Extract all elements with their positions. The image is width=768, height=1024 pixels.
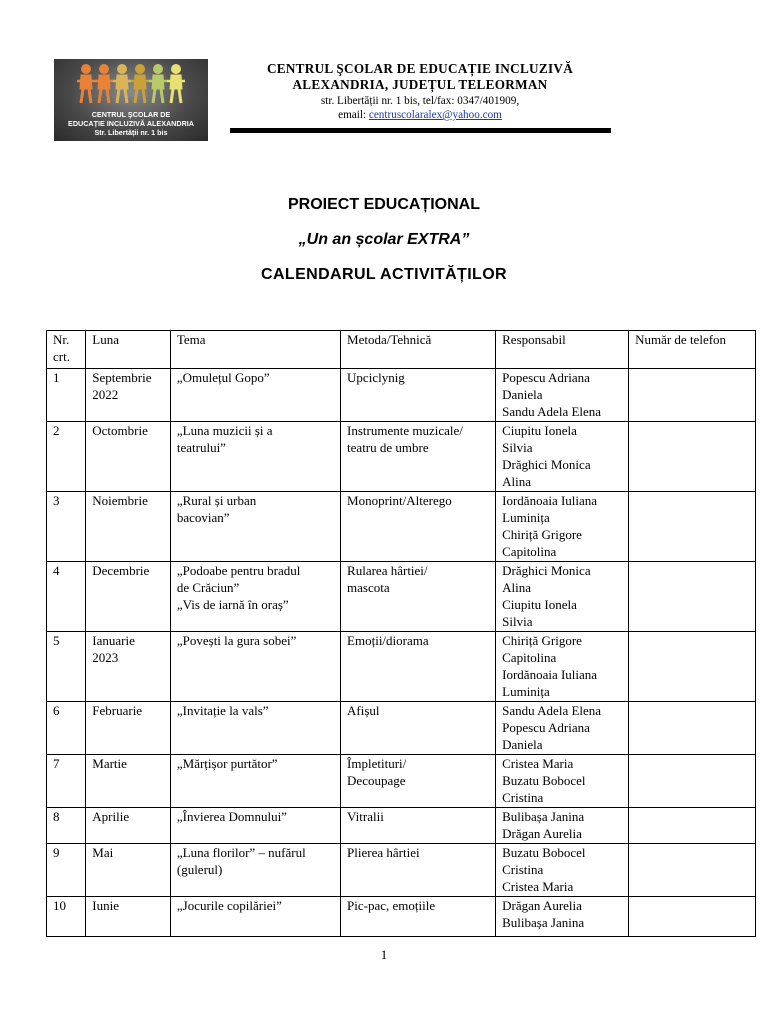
- cell-line: Alina: [502, 580, 532, 595]
- cell-line: Aprilie: [92, 809, 130, 824]
- cell-line: Noiembrie: [92, 493, 148, 508]
- cell-line: Buzatu Bobocel: [502, 845, 586, 860]
- cell-line: Sandu Adela Elena: [502, 703, 602, 718]
- cell-tema: [170, 562, 340, 632]
- cell-line: Iordănoaia Iuliana: [502, 667, 598, 682]
- table-row: [47, 562, 756, 632]
- cell-line: Cristina: [502, 790, 544, 805]
- cell-line: Drăghici Monica: [502, 457, 591, 472]
- table-row: [47, 808, 756, 844]
- cell-responsabil: [496, 844, 629, 897]
- cell-responsabil: [496, 632, 629, 702]
- school-logo: [54, 59, 208, 141]
- calendar-title: CALENDARUL ACTIVITĂȚILOR: [260, 266, 508, 283]
- cell-luna: [86, 755, 171, 808]
- project-title: PROIECT EDUCAȚIONAL: [288, 196, 480, 213]
- cell-line: Mai: [92, 845, 114, 860]
- cell-line: Buzatu Bobocel: [502, 773, 586, 788]
- cell-line: „Luna florilor” – nufărul: [176, 845, 306, 860]
- cell-nr: 1: [47, 369, 86, 422]
- cell-line: Vitralii: [347, 809, 384, 824]
- cell-telefon: [629, 422, 756, 492]
- children-chain-icon: [54, 59, 208, 111]
- institution-address: str. Libertății nr. 1 bis, tel/fax: 0347/401909,: [320, 95, 520, 107]
- institution-email-line: [230, 108, 610, 122]
- cell-line: 2022: [92, 387, 119, 402]
- cell-luna: [86, 844, 171, 897]
- cell-line: Daniela: [502, 737, 543, 752]
- cell-telefon: [629, 844, 756, 897]
- cell-line: bacovian”: [176, 510, 230, 525]
- cell-line: Drăgan Aurelia: [502, 898, 582, 913]
- header-rule: [230, 128, 611, 133]
- cell-line: Septembrie: [92, 370, 152, 385]
- cell-line: (gulerul): [176, 862, 223, 877]
- cell-line: Ciupitu Ionela: [502, 423, 577, 438]
- cell-line: Sandu Adela Elena: [502, 404, 602, 419]
- cell-nr: 4: [47, 562, 86, 632]
- table-row: [47, 755, 756, 808]
- header-telefon: Număr de telefon: [629, 331, 756, 369]
- cell-line: „Invitație la vals”: [176, 703, 269, 718]
- cell-nr: 3: [47, 492, 86, 562]
- cell-line: Instrumente muzicale/: [347, 423, 463, 438]
- cell-metoda: [341, 422, 496, 492]
- cell-telefon: [629, 897, 756, 937]
- cell-line: Martie: [92, 756, 127, 771]
- header-nr-line2: crt.: [53, 349, 70, 364]
- activities-table: [46, 330, 756, 937]
- table-row: [47, 897, 756, 937]
- table-row: [47, 422, 756, 492]
- cell-line: Bulibașa Janina: [502, 915, 585, 930]
- cell-line: Iunie: [92, 898, 119, 913]
- cell-telefon: [629, 632, 756, 702]
- cell-metoda: [341, 844, 496, 897]
- cell-line: Luminița: [502, 510, 550, 525]
- header-responsabil: Responsabil: [496, 331, 629, 369]
- cell-luna: [86, 422, 171, 492]
- cell-line: Pic-pac, emoțiile: [347, 898, 436, 913]
- table-row: [47, 632, 756, 702]
- cell-line: mascota: [347, 580, 390, 595]
- cell-tema: [170, 422, 340, 492]
- logo-text-line2: EDUCAȚIE INCLUZIVĂ ALEXANDRIA: [68, 119, 194, 128]
- child-figure-icon: [95, 65, 113, 104]
- cell-responsabil: [496, 808, 629, 844]
- cell-line: Chiriță Grigore: [502, 633, 582, 648]
- child-figure-icon: [113, 65, 131, 104]
- cell-line: 2023: [92, 650, 119, 665]
- cell-luna: [86, 369, 171, 422]
- cell-nr: 8: [47, 808, 86, 844]
- cell-line: Luminița: [502, 684, 550, 699]
- cell-luna: [86, 702, 171, 755]
- cell-line: „Rural și urban: [176, 493, 257, 508]
- cell-nr: 9: [47, 844, 86, 897]
- cell-line: Afișul: [347, 703, 380, 718]
- cell-nr: 10: [47, 897, 86, 937]
- cell-line: Decembrie: [92, 563, 150, 578]
- email-label: email:: [338, 109, 367, 121]
- cell-line: Popescu Adriana: [502, 720, 590, 735]
- cell-tema: [170, 755, 340, 808]
- cell-line: Capitolina: [502, 650, 557, 665]
- cell-luna: [86, 897, 171, 937]
- cell-line: Drăgan Aurelia: [502, 826, 582, 841]
- project-subtitle: „Un an școlar EXTRA”: [298, 231, 470, 248]
- cell-luna: [86, 808, 171, 844]
- cell-telefon: [629, 562, 756, 632]
- cell-line: „Luna muzicii și a: [176, 423, 273, 438]
- cell-nr: 2: [47, 422, 86, 492]
- logo-text-line3: Str. Libertății nr. 1 bis: [94, 128, 168, 137]
- email-link[interactable]: centruscolaralex@yahoo.com: [368, 109, 502, 121]
- cell-responsabil: [496, 492, 629, 562]
- cell-responsabil: [496, 562, 629, 632]
- cell-line: Capitolina: [502, 544, 557, 559]
- cell-responsabil: [496, 897, 629, 937]
- cell-line: Ciupitu Ionela: [502, 597, 577, 612]
- cell-line: Popescu Adriana: [502, 370, 590, 385]
- cell-responsabil: [496, 702, 629, 755]
- table-row: [47, 492, 756, 562]
- cell-telefon: [629, 808, 756, 844]
- cell-line: Cristea Maria: [502, 756, 574, 771]
- table-row: [47, 702, 756, 755]
- cell-luna: [86, 562, 171, 632]
- table-row: [47, 369, 756, 422]
- cell-line: Împletituri/: [347, 756, 407, 771]
- cell-line: Cristea Maria: [502, 879, 574, 894]
- table-row: [47, 844, 756, 897]
- cell-line: Bulibașa Janina: [502, 809, 585, 824]
- header-luna: Luna: [86, 331, 171, 369]
- cell-metoda: [341, 702, 496, 755]
- cell-telefon: [629, 369, 756, 422]
- cell-line: Octombrie: [92, 423, 148, 438]
- cell-telefon: [629, 702, 756, 755]
- cell-line: Decoupage: [347, 773, 406, 788]
- cell-line: Emoții/diorama: [347, 633, 429, 648]
- cell-line: Cristina: [502, 862, 544, 877]
- cell-metoda: [341, 755, 496, 808]
- cell-line: „Învierea Domnului”: [176, 809, 287, 824]
- cell-line: Iordănoaia Iuliana: [502, 493, 598, 508]
- cell-tema: [170, 632, 340, 702]
- institution-name: [230, 61, 610, 93]
- header-metoda: Metoda/Tehnică: [341, 331, 496, 369]
- child-figure-icon: [149, 65, 167, 104]
- cell-metoda: [341, 562, 496, 632]
- header-nr: [47, 331, 86, 369]
- cell-metoda: [341, 492, 496, 562]
- cell-telefon: [629, 755, 756, 808]
- cell-line: Drăghici Monica: [502, 563, 591, 578]
- cell-line: Silvia: [502, 614, 533, 629]
- cell-nr: 5: [47, 632, 86, 702]
- cell-tema: [170, 844, 340, 897]
- cell-line: teatrului”: [176, 440, 226, 455]
- cell-line: Chiriță Grigore: [502, 527, 582, 542]
- cell-responsabil: [496, 369, 629, 422]
- cell-line: Upciclynig: [347, 370, 405, 385]
- cell-line: „Mărțișor purtător”: [176, 756, 278, 771]
- cell-tema: [170, 369, 340, 422]
- cell-responsabil: [496, 755, 629, 808]
- cell-telefon: [629, 492, 756, 562]
- institution-name-line2: ALEXANDRIA, JUDEȚUL TELEORMAN: [292, 77, 548, 92]
- cell-line: „Podoabe pentru bradul: [176, 563, 301, 578]
- cell-line: Plierea hârtiei: [347, 845, 420, 860]
- cell-tema: [170, 702, 340, 755]
- cell-line: Rularea hârtiei/: [347, 563, 428, 578]
- cell-luna: [86, 492, 171, 562]
- cell-line: Alina: [502, 474, 532, 489]
- cell-line: Ianuarie: [92, 633, 135, 648]
- cell-luna: [86, 632, 171, 702]
- child-figure-icon: [131, 65, 149, 104]
- cell-line: „Povești la gura sobei”: [176, 633, 297, 648]
- cell-responsabil: [496, 422, 629, 492]
- table-header-row: [47, 331, 756, 369]
- cell-metoda: [341, 808, 496, 844]
- cell-nr: 7: [47, 755, 86, 808]
- cell-line: „Vis de iarnă în oraș”: [176, 597, 289, 612]
- child-figure-icon: [77, 65, 95, 104]
- cell-metoda: [341, 369, 496, 422]
- cell-line: Februarie: [92, 703, 143, 718]
- child-figure-icon: [167, 65, 185, 104]
- logo-text-line1: CENTRUL ŞCOLAR DE: [91, 110, 171, 119]
- cell-line: „Omulețul Gopo”: [176, 370, 270, 385]
- cell-tema: [170, 897, 340, 937]
- cell-line: Daniela: [502, 387, 543, 402]
- page-number: 1: [380, 947, 388, 962]
- cell-metoda: [341, 632, 496, 702]
- cell-tema: [170, 808, 340, 844]
- institution-name-line1: CENTRUL ŞCOLAR DE EDUCAȚIE INCLUZIVĂ: [266, 61, 574, 76]
- cell-nr: 6: [47, 702, 86, 755]
- cell-line: „Jocurile copilăriei”: [176, 898, 282, 913]
- cell-line: Silvia: [502, 440, 533, 455]
- cell-metoda: [341, 897, 496, 937]
- cell-tema: [170, 492, 340, 562]
- header-nr-line1: Nr.: [53, 332, 70, 347]
- cell-line: Monoprint/Alterego: [347, 493, 452, 508]
- cell-line: de Crăciun”: [176, 580, 240, 595]
- header-tema: Tema: [170, 331, 340, 369]
- cell-line: teatru de umbre: [347, 440, 429, 455]
